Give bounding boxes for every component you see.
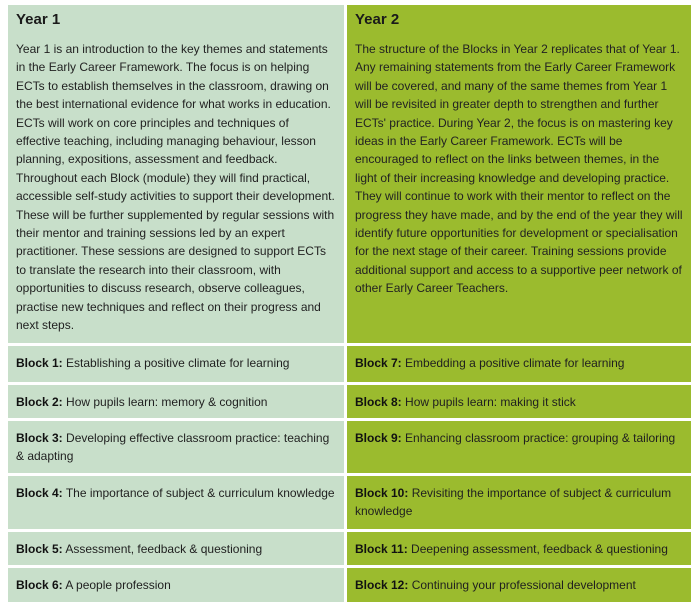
block-1-title: Establishing a positive climate for learning bbox=[66, 356, 290, 370]
block-12-cell bbox=[347, 568, 691, 602]
block-12-label: Block 12: bbox=[355, 578, 409, 592]
block-4-label: Block 4: bbox=[16, 486, 63, 500]
year2-overview-cell bbox=[347, 5, 691, 343]
block-3-cell bbox=[8, 421, 344, 473]
block-3-title: Developing effective classroom practice: teaching & adapting bbox=[16, 431, 330, 464]
block-2-cell bbox=[8, 385, 344, 418]
block-7-cell bbox=[347, 346, 691, 382]
block-11-cell bbox=[347, 532, 691, 565]
block-6-label: Block 6: bbox=[16, 578, 63, 592]
block-4-title: The importance of subject & curriculum knowledge bbox=[65, 486, 335, 500]
block-1-cell bbox=[8, 346, 344, 382]
block-2-label: Block 2: bbox=[16, 395, 63, 409]
block-7-label: Block 7: bbox=[355, 356, 402, 370]
block-5-label: Block 5: bbox=[16, 542, 63, 556]
year1-title: Year 1 bbox=[16, 11, 61, 28]
block-1-label: Block 1: bbox=[16, 356, 63, 370]
block-8-cell bbox=[347, 385, 691, 418]
block-4-cell bbox=[8, 476, 344, 529]
block-6-title: A people profession bbox=[65, 578, 171, 592]
block-12-title: Continuing your professional development bbox=[411, 578, 636, 592]
block-5-title: Assessment, feedback & questioning bbox=[65, 542, 263, 556]
block-11-title: Deepening assessment, feedback & questioning bbox=[411, 542, 668, 556]
block-9-cell bbox=[347, 421, 691, 473]
block-9-title: Enhancing classroom practice: grouping & tailoring bbox=[405, 431, 676, 445]
block-10-cell bbox=[347, 476, 691, 529]
block-7-title: Embedding a positive climate for learning bbox=[405, 356, 625, 370]
year1-overview-cell bbox=[8, 5, 344, 343]
block-3-label: Block 3: bbox=[16, 431, 63, 445]
block-10-title: Revisiting the importance of subject & curriculum knowledge bbox=[355, 486, 672, 519]
block-5-cell bbox=[8, 532, 344, 565]
block-8-label: Block 8: bbox=[355, 395, 402, 409]
year2-title: Year 2 bbox=[355, 11, 400, 28]
block-6-cell bbox=[8, 568, 344, 602]
ecf-programme-table bbox=[8, 5, 692, 602]
year2-description: The structure of the Blocks in Year 2 replicates that of Year 1. Any remaining statements from the Early Career Framework will be covered, and many of the same themes from Year 1 will be revisited in greater depth to strengthen and further ECTs' practice. During Year 2, the focus is on mastering key ideas in the Early Career Framework. ECTs will be encouraged to reflect on the links between themes, in the light of their increasing knowledge and developing practice. They will continue to work with their mentor to reflect on the progress they have made, and by the end of the year they will identify future opportunities for development or specialisation for the next stage of their career. Training sessions provide additional support and access to a supportive peer network of other Early Career Teachers. bbox=[355, 42, 683, 296]
block-9-label: Block 9: bbox=[355, 431, 402, 445]
year1-description: Year 1 is an introduction to the key themes and statements in the Early Career Framework. The focus is on helping ECTs to establish themselves in the classroom, drawing on the best international evidence for what works in education. ECTs will work on core principles and techniques of effective teaching, including managing behaviour, lesson planning, expositions, assessment and feedback. Throughout each Block (module) they will find practical, accessible self-study activities to support their development. These will be further supplemented by regular sessions with their mentor and training sessions led by an expert practitioner. These sessions are designed to support ECTs to translate the research into their classroom, with opportunities to discuss research, observe colleagues, practise new techniques and reflect on their progress and next steps. bbox=[16, 42, 335, 333]
block-10-label: Block 10: bbox=[355, 486, 409, 500]
block-8-title: How pupils learn: making it stick bbox=[405, 395, 576, 409]
block-11-label: Block 11: bbox=[355, 542, 408, 556]
block-2-title: How pupils learn: memory & cognition bbox=[66, 395, 268, 409]
